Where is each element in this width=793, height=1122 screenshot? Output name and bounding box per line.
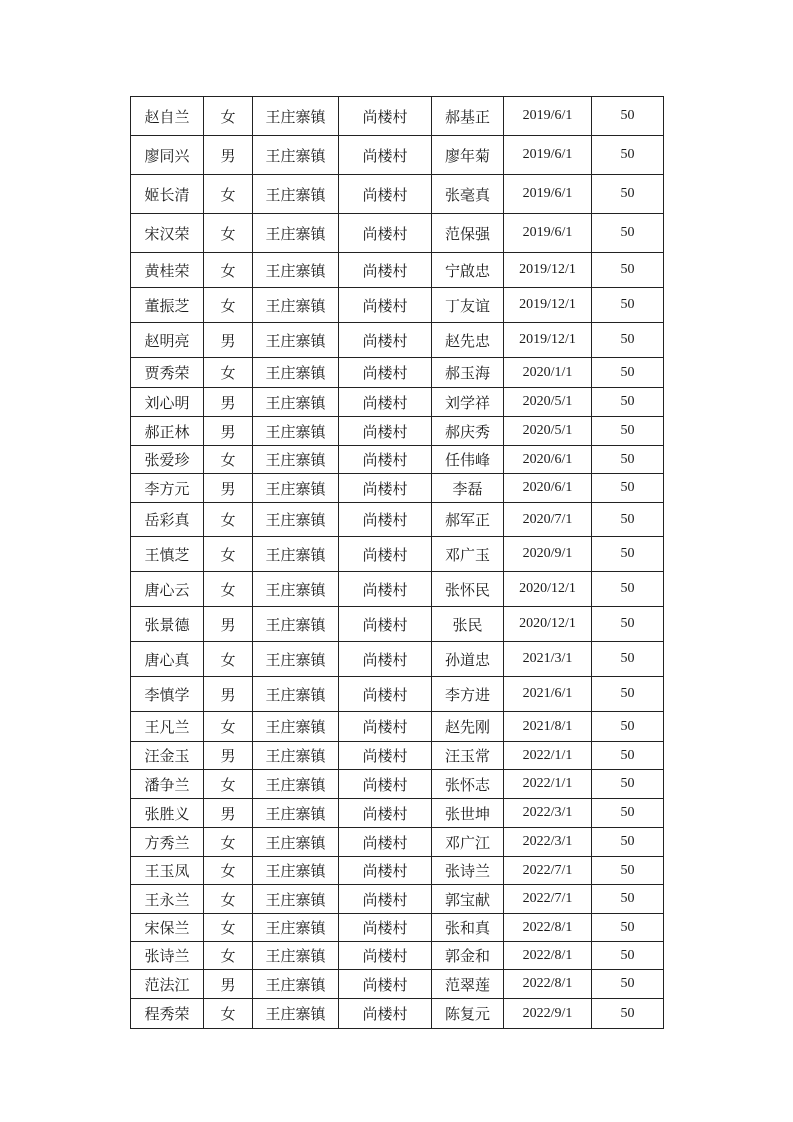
gender-cell: 男	[204, 742, 253, 770]
gender-cell: 女	[204, 857, 253, 885]
agent-cell: 邓广玉	[432, 537, 504, 572]
town-cell: 王庄寨镇	[253, 742, 339, 770]
name-cell: 黄桂荣	[131, 253, 204, 288]
agent-cell: 陈复元	[432, 999, 504, 1029]
table-row	[131, 828, 664, 857]
village-cell: 尚楼村	[339, 253, 432, 288]
name-cell: 范法江	[131, 970, 204, 999]
town-cell: 王庄寨镇	[253, 572, 339, 607]
gender-cell: 女	[204, 288, 253, 323]
date-cell: 2022/7/1	[504, 885, 592, 914]
gender-cell: 男	[204, 323, 253, 358]
town-cell: 王庄寨镇	[253, 417, 339, 446]
name-cell: 程秀荣	[131, 999, 204, 1029]
amount-cell: 50	[592, 742, 664, 770]
date-cell: 2020/1/1	[504, 358, 592, 388]
village-cell: 尚楼村	[339, 857, 432, 885]
gender-cell: 男	[204, 799, 253, 828]
name-cell: 王凡兰	[131, 712, 204, 742]
table-row	[131, 474, 664, 503]
name-cell: 方秀兰	[131, 828, 204, 857]
agent-cell: 范保强	[432, 214, 504, 253]
gender-cell: 女	[204, 537, 253, 572]
table-row	[131, 214, 664, 253]
name-cell: 张胜义	[131, 799, 204, 828]
gender-cell: 男	[204, 607, 253, 642]
name-cell: 刘心明	[131, 388, 204, 417]
town-cell: 王庄寨镇	[253, 503, 339, 537]
table-row	[131, 136, 664, 175]
gender-cell: 女	[204, 999, 253, 1029]
table-row	[131, 503, 664, 537]
gender-cell: 女	[204, 770, 253, 799]
amount-cell: 50	[592, 770, 664, 799]
table-row	[131, 712, 664, 742]
gender-cell: 男	[204, 677, 253, 712]
date-cell: 2020/6/1	[504, 474, 592, 503]
amount-cell: 50	[592, 914, 664, 942]
gender-cell: 女	[204, 885, 253, 914]
amount-cell: 50	[592, 537, 664, 572]
table-row	[131, 799, 664, 828]
agent-cell: 邓广江	[432, 828, 504, 857]
amount-cell: 50	[592, 388, 664, 417]
gender-cell: 男	[204, 970, 253, 999]
village-cell: 尚楼村	[339, 799, 432, 828]
gender-cell: 女	[204, 214, 253, 253]
gender-cell: 女	[204, 358, 253, 388]
gender-cell: 女	[204, 97, 253, 136]
table-row	[131, 857, 664, 885]
date-cell: 2019/6/1	[504, 214, 592, 253]
town-cell: 王庄寨镇	[253, 537, 339, 572]
date-cell: 2022/8/1	[504, 914, 592, 942]
name-cell: 赵明亮	[131, 323, 204, 358]
agent-cell: 郝庆秀	[432, 417, 504, 446]
village-cell: 尚楼村	[339, 828, 432, 857]
agent-cell: 李磊	[432, 474, 504, 503]
table-row	[131, 97, 664, 136]
amount-cell: 50	[592, 712, 664, 742]
name-cell: 汪金玉	[131, 742, 204, 770]
village-cell: 尚楼村	[339, 537, 432, 572]
village-cell: 尚楼村	[339, 474, 432, 503]
village-cell: 尚楼村	[339, 136, 432, 175]
amount-cell: 50	[592, 358, 664, 388]
village-cell: 尚楼村	[339, 214, 432, 253]
agent-cell: 郭宝献	[432, 885, 504, 914]
gender-cell: 女	[204, 642, 253, 677]
gender-cell: 女	[204, 712, 253, 742]
table-row	[131, 417, 664, 446]
agent-cell: 张诗兰	[432, 857, 504, 885]
agent-cell: 廖年菊	[432, 136, 504, 175]
amount-cell: 50	[592, 446, 664, 474]
date-cell: 2022/3/1	[504, 799, 592, 828]
agent-cell: 任伟峰	[432, 446, 504, 474]
table-row	[131, 677, 664, 712]
town-cell: 王庄寨镇	[253, 474, 339, 503]
town-cell: 王庄寨镇	[253, 677, 339, 712]
date-cell: 2020/6/1	[504, 446, 592, 474]
town-cell: 王庄寨镇	[253, 970, 339, 999]
village-cell: 尚楼村	[339, 885, 432, 914]
table-row	[131, 323, 664, 358]
town-cell: 王庄寨镇	[253, 97, 339, 136]
table-row	[131, 914, 664, 942]
amount-cell: 50	[592, 136, 664, 175]
town-cell: 王庄寨镇	[253, 914, 339, 942]
name-cell: 李慎学	[131, 677, 204, 712]
village-cell: 尚楼村	[339, 770, 432, 799]
town-cell: 王庄寨镇	[253, 642, 339, 677]
town-cell: 王庄寨镇	[253, 288, 339, 323]
gender-cell: 男	[204, 417, 253, 446]
gender-cell: 男	[204, 388, 253, 417]
village-cell: 尚楼村	[339, 942, 432, 970]
village-cell: 尚楼村	[339, 288, 432, 323]
village-cell: 尚楼村	[339, 175, 432, 214]
roster-table	[130, 96, 664, 1029]
gender-cell: 男	[204, 136, 253, 175]
name-cell: 王慎芝	[131, 537, 204, 572]
village-cell: 尚楼村	[339, 97, 432, 136]
village-cell: 尚楼村	[339, 446, 432, 474]
agent-cell: 汪玉常	[432, 742, 504, 770]
town-cell: 王庄寨镇	[253, 253, 339, 288]
agent-cell: 孙道忠	[432, 642, 504, 677]
table-row	[131, 770, 664, 799]
date-cell: 2021/6/1	[504, 677, 592, 712]
name-cell: 张诗兰	[131, 942, 204, 970]
name-cell: 董振芝	[131, 288, 204, 323]
date-cell: 2021/8/1	[504, 712, 592, 742]
roster-body	[131, 97, 664, 1029]
name-cell: 潘争兰	[131, 770, 204, 799]
agent-cell: 刘学祥	[432, 388, 504, 417]
agent-cell: 李方进	[432, 677, 504, 712]
town-cell: 王庄寨镇	[253, 712, 339, 742]
gender-cell: 女	[204, 572, 253, 607]
table-row	[131, 742, 664, 770]
date-cell: 2021/3/1	[504, 642, 592, 677]
village-cell: 尚楼村	[339, 358, 432, 388]
agent-cell: 范翠莲	[432, 970, 504, 999]
village-cell: 尚楼村	[339, 642, 432, 677]
amount-cell: 50	[592, 474, 664, 503]
amount-cell: 50	[592, 942, 664, 970]
agent-cell: 郝玉海	[432, 358, 504, 388]
amount-cell: 50	[592, 799, 664, 828]
name-cell: 李方元	[131, 474, 204, 503]
gender-cell: 男	[204, 474, 253, 503]
village-cell: 尚楼村	[339, 323, 432, 358]
name-cell: 王玉凤	[131, 857, 204, 885]
town-cell: 王庄寨镇	[253, 136, 339, 175]
amount-cell: 50	[592, 214, 664, 253]
date-cell: 2022/1/1	[504, 742, 592, 770]
date-cell: 2019/6/1	[504, 136, 592, 175]
agent-cell: 宁啟忠	[432, 253, 504, 288]
village-cell: 尚楼村	[339, 572, 432, 607]
agent-cell: 张和真	[432, 914, 504, 942]
agent-cell: 张怀民	[432, 572, 504, 607]
agent-cell: 郝基正	[432, 97, 504, 136]
name-cell: 赵自兰	[131, 97, 204, 136]
town-cell: 王庄寨镇	[253, 446, 339, 474]
table-row	[131, 970, 664, 999]
table-row	[131, 446, 664, 474]
amount-cell: 50	[592, 253, 664, 288]
amount-cell: 50	[592, 857, 664, 885]
agent-cell: 郝军正	[432, 503, 504, 537]
town-cell: 王庄寨镇	[253, 799, 339, 828]
agent-cell: 张世坤	[432, 799, 504, 828]
date-cell: 2022/7/1	[504, 857, 592, 885]
date-cell: 2022/8/1	[504, 970, 592, 999]
gender-cell: 女	[204, 828, 253, 857]
date-cell: 2020/12/1	[504, 607, 592, 642]
gender-cell: 女	[204, 175, 253, 214]
agent-cell: 张毫真	[432, 175, 504, 214]
village-cell: 尚楼村	[339, 677, 432, 712]
date-cell: 2020/9/1	[504, 537, 592, 572]
name-cell: 唐心真	[131, 642, 204, 677]
date-cell: 2019/12/1	[504, 253, 592, 288]
village-cell: 尚楼村	[339, 503, 432, 537]
gender-cell: 女	[204, 914, 253, 942]
amount-cell: 50	[592, 175, 664, 214]
date-cell: 2022/8/1	[504, 942, 592, 970]
name-cell: 王永兰	[131, 885, 204, 914]
date-cell: 2022/1/1	[504, 770, 592, 799]
amount-cell: 50	[592, 97, 664, 136]
town-cell: 王庄寨镇	[253, 942, 339, 970]
amount-cell: 50	[592, 642, 664, 677]
date-cell: 2022/3/1	[504, 828, 592, 857]
agent-cell: 赵先刚	[432, 712, 504, 742]
village-cell: 尚楼村	[339, 388, 432, 417]
town-cell: 王庄寨镇	[253, 828, 339, 857]
town-cell: 王庄寨镇	[253, 607, 339, 642]
name-cell: 张爱珍	[131, 446, 204, 474]
table-row	[131, 572, 664, 607]
agent-cell: 赵先忠	[432, 323, 504, 358]
amount-cell: 50	[592, 999, 664, 1029]
table-row	[131, 388, 664, 417]
date-cell: 2020/7/1	[504, 503, 592, 537]
agent-cell: 张怀志	[432, 770, 504, 799]
town-cell: 王庄寨镇	[253, 175, 339, 214]
amount-cell: 50	[592, 607, 664, 642]
name-cell: 贾秀荣	[131, 358, 204, 388]
village-cell: 尚楼村	[339, 970, 432, 999]
name-cell: 岳彩真	[131, 503, 204, 537]
table-row	[131, 942, 664, 970]
date-cell: 2019/6/1	[504, 97, 592, 136]
village-cell: 尚楼村	[339, 417, 432, 446]
amount-cell: 50	[592, 417, 664, 446]
village-cell: 尚楼村	[339, 999, 432, 1029]
town-cell: 王庄寨镇	[253, 770, 339, 799]
town-cell: 王庄寨镇	[253, 323, 339, 358]
amount-cell: 50	[592, 572, 664, 607]
table-row	[131, 885, 664, 914]
gender-cell: 女	[204, 942, 253, 970]
town-cell: 王庄寨镇	[253, 857, 339, 885]
date-cell: 2019/6/1	[504, 175, 592, 214]
amount-cell: 50	[592, 323, 664, 358]
table-row	[131, 607, 664, 642]
table-row	[131, 358, 664, 388]
village-cell: 尚楼村	[339, 742, 432, 770]
agent-cell: 丁友谊	[432, 288, 504, 323]
amount-cell: 50	[592, 970, 664, 999]
gender-cell: 女	[204, 446, 253, 474]
name-cell: 宋汉荣	[131, 214, 204, 253]
date-cell: 2020/12/1	[504, 572, 592, 607]
name-cell: 廖同兴	[131, 136, 204, 175]
table-row	[131, 288, 664, 323]
name-cell: 张景德	[131, 607, 204, 642]
town-cell: 王庄寨镇	[253, 885, 339, 914]
village-cell: 尚楼村	[339, 607, 432, 642]
amount-cell: 50	[592, 885, 664, 914]
date-cell: 2022/9/1	[504, 999, 592, 1029]
town-cell: 王庄寨镇	[253, 214, 339, 253]
table-row	[131, 999, 664, 1029]
amount-cell: 50	[592, 677, 664, 712]
town-cell: 王庄寨镇	[253, 358, 339, 388]
gender-cell: 女	[204, 503, 253, 537]
date-cell: 2019/12/1	[504, 288, 592, 323]
agent-cell: 郭金和	[432, 942, 504, 970]
gender-cell: 女	[204, 253, 253, 288]
amount-cell: 50	[592, 503, 664, 537]
table-row	[131, 175, 664, 214]
date-cell: 2020/5/1	[504, 417, 592, 446]
name-cell: 宋保兰	[131, 914, 204, 942]
date-cell: 2020/5/1	[504, 388, 592, 417]
amount-cell: 50	[592, 288, 664, 323]
name-cell: 姬长清	[131, 175, 204, 214]
table-row	[131, 253, 664, 288]
agent-cell: 张民	[432, 607, 504, 642]
amount-cell: 50	[592, 828, 664, 857]
date-cell: 2019/12/1	[504, 323, 592, 358]
village-cell: 尚楼村	[339, 712, 432, 742]
name-cell: 郝正林	[131, 417, 204, 446]
town-cell: 王庄寨镇	[253, 999, 339, 1029]
village-cell: 尚楼村	[339, 914, 432, 942]
table-row	[131, 537, 664, 572]
name-cell: 唐心云	[131, 572, 204, 607]
table-row	[131, 642, 664, 677]
town-cell: 王庄寨镇	[253, 388, 339, 417]
